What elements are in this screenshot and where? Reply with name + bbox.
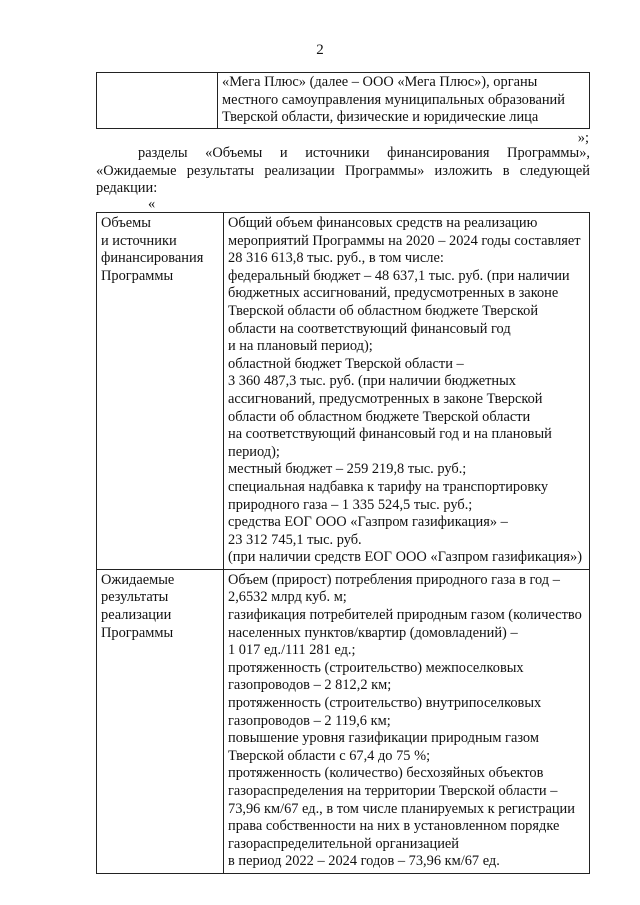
content-line: период); xyxy=(228,443,280,460)
content-line: бюджетных ассигнований, предусмотренных в законе xyxy=(228,285,559,302)
label-line: реализации xyxy=(101,607,172,624)
intro-line: «Ожидаемые результаты реализации Программы» изложить в следующей xyxy=(96,162,590,179)
top-table xyxy=(96,72,590,129)
content-line: протяженность (количество) бесхозяйных объектов xyxy=(228,765,544,782)
page-number: 2 xyxy=(316,42,324,58)
content-line: 3 360 487,3 тыс. руб. (при наличии бюджетных xyxy=(228,373,517,390)
text-line: Тверской области, физические и юридические лица xyxy=(222,109,539,126)
content-line: 73,96 км/67 ед., в том числе планируемых к регистрации xyxy=(228,800,575,817)
row-label-results xyxy=(97,569,224,873)
content-line: области на соответствующий финансовый год xyxy=(228,320,511,337)
content-line: Общий объем финансовых средств на реализацию xyxy=(228,215,538,231)
intro-line: разделы «Объемы и источники финансирования Программы», xyxy=(138,145,590,161)
text-line: местного самоуправления муниципальных образований xyxy=(222,91,565,108)
intro-line: редакции: xyxy=(96,180,158,197)
content-line: Объем (прирост) потребления природного газа в год – xyxy=(228,571,560,588)
content-line: специальная надбавка к тарифу на транспортировку xyxy=(228,478,549,495)
label-line: финансирования xyxy=(101,250,204,267)
opening-quote: « xyxy=(148,196,156,212)
content-line: газораспределительной организацией xyxy=(228,835,460,852)
content-line: населенных пунктов/квартир (домовладений) – xyxy=(228,624,518,641)
content-line: 28 316 613,8 тыс. руб., в том числе: xyxy=(228,250,444,267)
content-line: и на плановый период); xyxy=(228,338,373,355)
label-line: Программы xyxy=(101,267,174,284)
table-row-results xyxy=(97,569,590,873)
content-line: на соответствующий финансовый год и на плановый xyxy=(228,426,552,443)
content-line: газопроводов – 2 119,6 км; xyxy=(228,712,391,729)
label-line: результаты xyxy=(101,589,169,606)
content-line: 23 312 745,1 тыс. руб. xyxy=(228,531,362,548)
row-content-financing xyxy=(224,213,590,570)
table-row-financing xyxy=(97,213,590,570)
program-table xyxy=(96,212,590,874)
content-line: областной бюджет Тверской области – xyxy=(228,355,464,372)
text-line: «Мега Плюс» (далее – ООО «Мега Плюс»), органы xyxy=(222,74,538,90)
content-line: ассигнований, предусмотренных в законе Тверской xyxy=(228,390,543,407)
row-content-results xyxy=(224,569,590,873)
label-line: Ожидаемые xyxy=(101,571,175,588)
content-line: (при наличии средств ЕОГ ООО «Газпром газификация») xyxy=(228,549,582,566)
content-line: повышение уровня газификации природным газом xyxy=(228,730,539,747)
closing-quote: »; xyxy=(577,130,589,146)
content-line: области об областном бюджете Тверской области xyxy=(228,408,531,425)
label-line: и источники xyxy=(101,232,177,249)
content-line: газификация потребителей природным газом (количество xyxy=(228,607,582,624)
content-line: протяженность (строительство) межпоселковых xyxy=(228,659,524,676)
content-line: газопроводов – 2 812,2 км; xyxy=(228,677,392,694)
table-cell-text xyxy=(218,73,590,129)
content-line: газораспределения на территории Тверской области – xyxy=(228,783,558,799)
content-line: Тверской области с 67,4 до 75 %; xyxy=(228,747,431,764)
content-line: протяженность (строительство) внутрипоселковых xyxy=(228,695,542,712)
table-cell-empty xyxy=(97,73,218,129)
content-line: природного газа – 1 335 524,5 тыс. руб.; xyxy=(228,496,473,513)
content-line: местный бюджет – 259 219,8 тыс. руб.; xyxy=(228,461,467,478)
content-line: мероприятий Программы на 2020 – 2024 годы составляет xyxy=(228,232,581,249)
label-line: Программы xyxy=(101,624,174,641)
content-line: 2,6532 млрд куб. м; xyxy=(228,589,347,606)
intro-paragraph xyxy=(96,145,590,198)
content-line: в период 2022 – 2024 годов – 73,96 км/67 ед. xyxy=(228,853,500,870)
label-line: Объемы xyxy=(101,215,151,231)
content-line: 1 017 ед./111 281 ед.; xyxy=(228,642,356,659)
content-line: Тверской области об областном бюджете Тверской xyxy=(228,302,539,319)
content-line: федеральный бюджет – 48 637,1 тыс. руб. (при наличии xyxy=(228,267,570,284)
row-label-financing xyxy=(97,213,224,570)
table-row xyxy=(97,73,590,129)
content-line: права собственности на них в установленном порядке xyxy=(228,818,560,835)
content-line: средства ЕОГ ООО «Газпром газификация» – xyxy=(228,514,508,531)
